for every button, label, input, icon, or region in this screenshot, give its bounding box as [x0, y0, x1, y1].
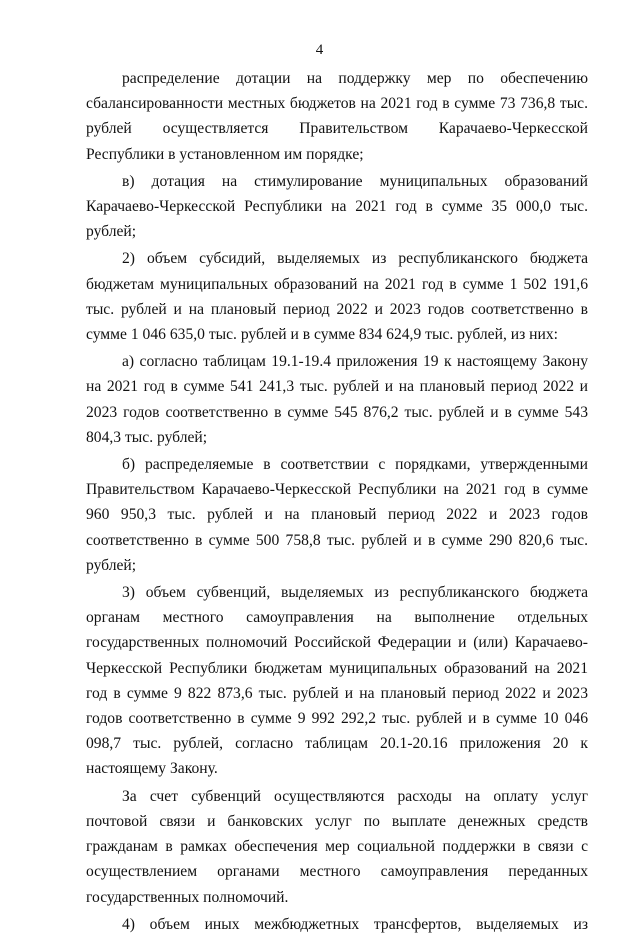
page-number: 4 — [315, 42, 324, 58]
paragraph-item-v: в) дотация на стимулирование муниципальных образований Карачаево-Черкесской Республики на 2021 год в сумме 35 000,0 тыс. рублей; — [86, 172, 588, 241]
paragraph-item-4: 4) объем иных межбюджетных трансфертов, выделяемых из — [122, 915, 588, 933]
paragraph-item-2: 2) объем субсидий, выделяемых из республиканского бюджета бюджетам муниципальных образований на 2021 год в сумме 1 502 191,6 тыс. рублей и на плановый период 2022 и 2023 годов соответственно в сумме 1 046 635,0 тыс. рублей и в сумме 834 624,9 тыс. рублей, из них: — [86, 250, 588, 344]
paragraph-item-b: б) распределяемые в соответствии с порядками, утвержденными Правительством Карачаево-Черкесской Республики на 2021 год в сумме 960 950,3 тыс. рублей и на плановый период 2022 и 2023 годов соответственно в сумме 500 758,8 тыс. рублей и в сумме 290 820,6 тыс. рублей; — [86, 456, 588, 574]
paragraph-subsidy-distribution: распределение дотации на поддержку мер по обеспечению сбалансированности местных бюджетов на 2021 год в сумме 73 736,8 тыс. рублей осуществляется Правительством Карачаево-Черкесской Республики в установленном им порядке; — [86, 70, 588, 163]
paragraph-subventions-expenses: За счет субвенций осуществляются расходы на оплату услуг почтовой связи и банковских услуг по выплате денежных средств гражданам в рамках обеспечения мер социальной поддержки в связи с осуществлением органами местного самоуправления переданных государственных полномочий. — [86, 787, 588, 906]
paragraph-item-a: а) согласно таблицам 19.1-19.4 приложения 19 к настоящему Закону на 2021 год в сумме 541 241,3 тыс. рублей и на плановый период 2022 и 2023 годов соответственно в сумме 545 876,2 тыс. рублей и в сумме 543 804,3 тыс. рублей; — [86, 353, 588, 446]
document-body — [86, 66, 588, 939]
paragraph-item-3: 3) объем субвенций, выделяемых из республиканского бюджета органам местного самоуправления на выполнение отдельных государственных полномочий Российской Федерации и (или) Карачаево-Черкесской Республики бюджетам муниципальных образований на 2021 год в сумме 9 822 873,6 тыс. рублей и на плановый период 2022 и 2023 годов соответственно в сумме 9 992 292,2 тыс. рублей и в сумме 10 046 098,7 тыс. рублей, согласно таблицам 20.1-20.16 приложения 20 к настоящему Закону. — [86, 584, 588, 778]
